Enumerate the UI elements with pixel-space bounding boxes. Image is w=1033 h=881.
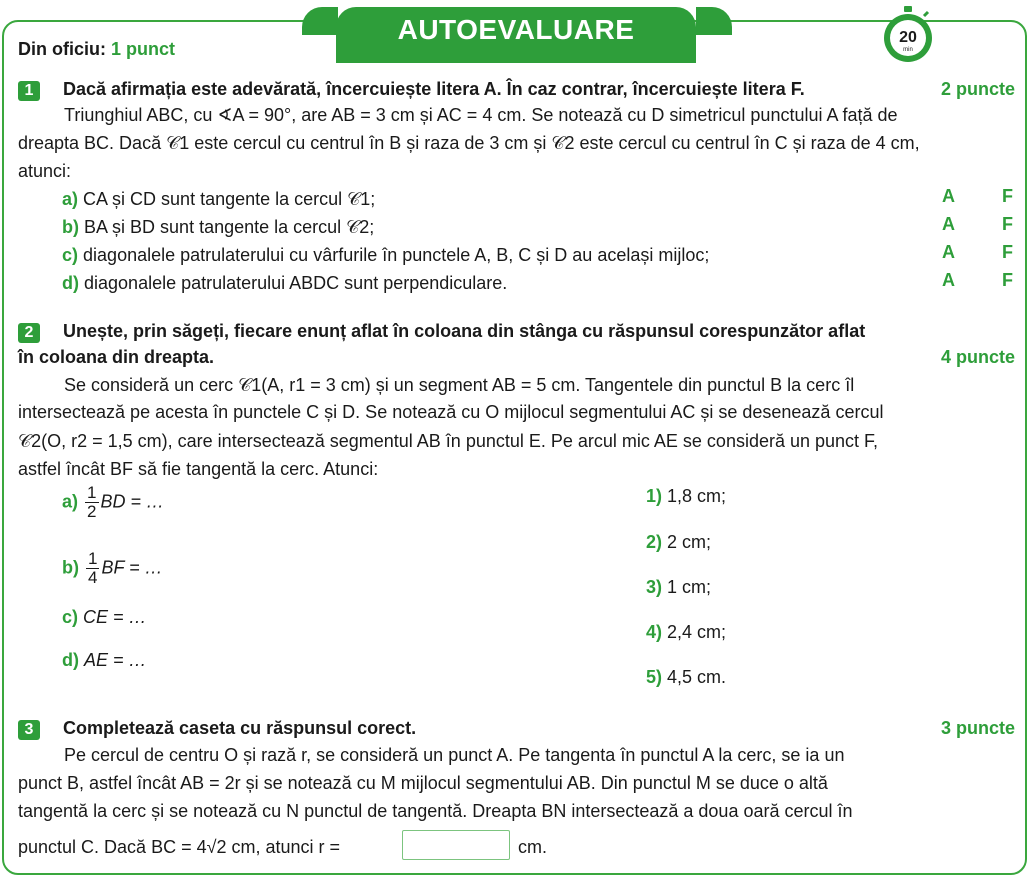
q3-line-4-pre: punctul C. Dacă BC = 4√2 cm, atunci r =: [18, 837, 341, 857]
q2-instruction-row: 2 Unește, prin săgeți, fiecare enunț aflat în coloana din stânga cu răspunsul corespunzător aflat: [18, 318, 865, 344]
din-oficiu: Din oficiu: 1 punct: [18, 39, 176, 59]
q2-right-5: 5) 4,5 cm.: [646, 667, 727, 687]
q2-right-2: 2) 2 cm;: [646, 532, 712, 552]
q3-line-1: Pe cercul de centru O și rază r, se consideră un punct A. Pe tangenta în punctul A la cerc, se ia un: [64, 745, 845, 765]
header-tab-left-ear: [302, 7, 338, 35]
q2-line-1: Se consideră un cerc 𝒞1(A, r1 = 3 cm) și un segment AB = 5 cm. Tangentele din punctul B la cerc îl: [64, 375, 855, 395]
q2-instruction-l2: în coloana din dreapta.: [18, 347, 215, 367]
q2-number-badge: 2: [18, 323, 40, 343]
choice-a[interactable]: A: [942, 270, 955, 290]
q1-points: 2 puncte: [940, 79, 1015, 99]
q3-line-4-post: cm.: [518, 837, 547, 857]
header-tab-right-ear: [696, 7, 732, 35]
q1-line-3: atunci:: [18, 161, 72, 181]
q2-line-3: 𝒞2(O, r2 = 1,5 cm), care intersectează segmentul AB în punctul E. Pe arcul mic AE se consideră un punct F,: [18, 431, 879, 451]
page-title: AUTOEVALUARE: [397, 14, 635, 45]
choice-a[interactable]: A: [942, 214, 955, 234]
q2-right-4: 4) 2,4 cm;: [646, 622, 727, 642]
q2-right-3: 3) 1 cm;: [646, 577, 712, 597]
choice-f[interactable]: F: [1002, 214, 1013, 234]
q2-points: 4 puncte: [940, 347, 1015, 367]
q1-number-badge: 1: [18, 81, 40, 101]
q2-line-2: intersectează pe acesta în punctele C și D. Se notează cu O mijlocul segmentului AC și se desenează cercul: [18, 402, 884, 422]
q1-line-2: dreapta BC. Dacă 𝒞1 este cercul cu centrul în B și raza de 3 cm și 𝒞2 este cercul cu centrul în C și raza de 4 cm,: [18, 133, 920, 153]
q1-instruction-row: 1 Dacă afirmația este adevărată, încercuiește litera A. În caz contrar, încercuiește litera F.: [18, 76, 805, 102]
q3-number-badge: 3: [18, 720, 40, 740]
answer-input-box[interactable]: [402, 830, 510, 860]
q2-left-d: d) AE = …: [62, 650, 147, 670]
choice-f[interactable]: F: [1002, 186, 1013, 206]
timer-value: 20: [899, 29, 917, 46]
q2-left-c: c) CE = …: [62, 607, 147, 627]
q2-line-4: astfel încât BF să fie tangentă la cerc. Atunci:: [18, 459, 379, 479]
timer-unit: min: [903, 47, 913, 53]
q3-instruction-row: 3 Completează caseta cu răspunsul corect.: [18, 715, 416, 741]
q3-line-3: tangentă la cerc și se notează cu N punctul de tangentă. Dreapta BN intersectează a doua oară cercul în: [18, 801, 853, 821]
q1-item: c) diagonalele patrulaterului cu vârfurile în punctele A, B, C și D au același mijloc;: [62, 245, 710, 265]
choice-a[interactable]: A: [942, 186, 955, 206]
stopwatch-icon: [880, 4, 936, 64]
q1-item: d) diagonalele patrulaterului ABDC sunt perpendiculare.: [62, 273, 508, 293]
choice-f[interactable]: F: [1002, 242, 1013, 262]
q2-left-b: b) $\frac{1}{4}$ BF = …: [62, 549, 163, 587]
q2-left-a: a) $\frac{1}{2}$ BD = …: [62, 483, 165, 521]
q2-right-1: 1) 1,8 cm;: [646, 486, 727, 506]
choice-f[interactable]: F: [1002, 270, 1013, 290]
q1-line-1: Triunghiul ABC, cu ∢A = 90°, are AB = 3 cm și AC = 4 cm. Se notează cu D simetricul punctului A față de: [64, 105, 898, 125]
choice-a[interactable]: A: [942, 242, 955, 262]
q1-item: a) CA și CD sunt tangente la cercul 𝒞1;: [62, 189, 376, 209]
q3-line-2: punct B, astfel încât AB = 2r și se notează cu M mijlocul segmentului AB. Din punctul M se duce o altă: [18, 773, 828, 793]
q3-points: 3 puncte: [940, 718, 1015, 738]
q1-item: b) BA și BD sunt tangente la cercul 𝒞2;: [62, 217, 375, 237]
